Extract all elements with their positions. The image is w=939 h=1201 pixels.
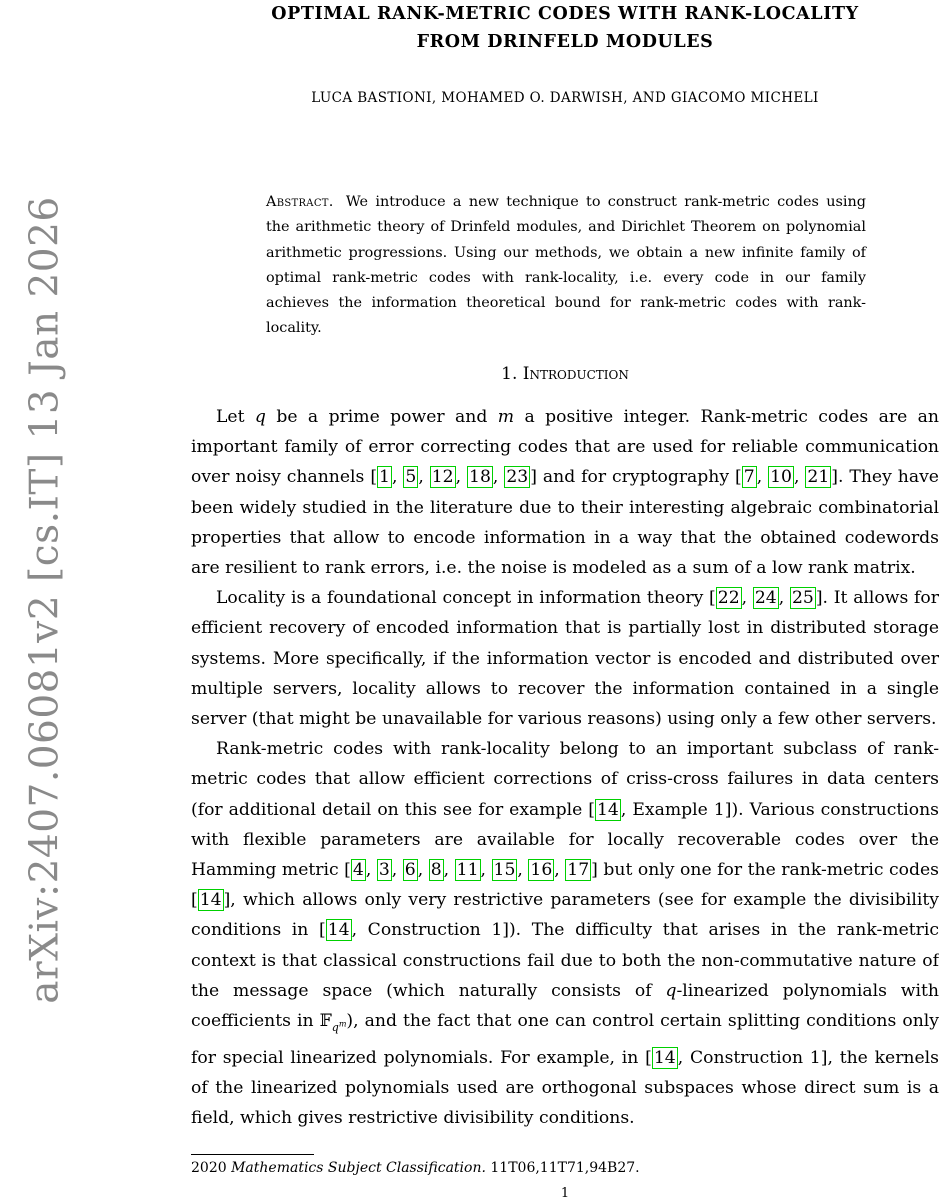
- citation-link[interactable]: 8: [430, 860, 442, 881]
- citation-link[interactable]: 22: [717, 588, 740, 609]
- text-run: Locality is a foundational concept in information theory [: [216, 588, 716, 609]
- citation-link[interactable]: 14: [327, 920, 350, 941]
- text-run: ]. They have been widely studied in the literature due to their interesting algebraic combinatorial properties that allow to encode information in a way that the obtained codewords are resilient to rank errors, i.e. the noise is modeled as a sum of a low rank matrix.: [191, 467, 939, 579]
- field-superscript: m: [338, 1018, 347, 1028]
- footnote-label: Mathematics Subject Classification.: [231, 1160, 486, 1176]
- text-run: ]. It allows for efficient recovery of encoded information that is partially lost in distributed storage systems. More specifically, if the information vector is encoded and distributed over multiple servers, locality allows to recover the information contained in a single server (that might be unavailable for various reasons) using only a few other servers.: [191, 588, 939, 730]
- citation-link[interactable]: 12: [431, 467, 454, 488]
- text-run: Let: [216, 407, 255, 427]
- citation-link[interactable]: 24: [754, 588, 777, 609]
- text-run: Rank-metric codes with rank-locality belong to an important subclass of rank-metric codes that allow efficient corrections of criss-cross failures in data centers (for additional detail on this see for example [: [191, 739, 939, 820]
- text-run: ] but only one for the rank-metric codes [: [191, 860, 939, 911]
- section-number: 1.: [501, 364, 518, 384]
- text-run: ), and the fact that one can control certain splitting conditions only for special linearized polynomials. For example, in [: [191, 1011, 939, 1068]
- citation-link[interactable]: 15: [493, 860, 516, 881]
- citation-link[interactable]: 14: [653, 1047, 676, 1068]
- section-title: Introduction: [522, 364, 629, 384]
- citation-link[interactable]: 11: [456, 860, 479, 881]
- text-run: a positive integer. Rank-metric codes are an important family of error correcting codes that are used for reliable communication over noisy channels [: [191, 407, 939, 488]
- paragraph-3: Rank-metric codes with rank-locality belong to an important subclass of rank-metric codes that allow efficient corrections of criss-cross failures in data centers (for additional detail on this see for example [ 14 , Example 1]). Various constructions with flexible parameters are available for locally recoverable codes over the Hamming metric [ 4 , 3 , 6 , 8 , 11 , 15 , 16 , 17 ] but only one for the rank-metric codes [ 14 ], which allows only very restrictive parameters (see for example the divisibility conditions in [ 14 , Construction 1]). The difficulty that arises in the rank-metric context is that classical constructions fail due to both the non-commutative nature of the message space (which naturally consists of q-linearized polynomials with coefficients in 𝔽$_{q^m}$), and the fact that one can control certain splitting conditions only for special linearized polynomials. For example, in [ 14 , Construction 1], the kernels of the linearized polynomials used are orthogonal subspaces whose direct sum is a field, which gives restrictive divisibility conditions.: [191, 739, 939, 1129]
- text-run: ], which allows only very restrictive parameters (see for example the divisibility conditions in [: [191, 890, 939, 941]
- citation-link[interactable]: 25: [791, 588, 814, 609]
- text-run: , Construction 1]). The difficulty that arises in the rank-metric context is that classical constructions fail due to both the non-commutative nature of the message space (which naturally consists of: [191, 920, 939, 1001]
- field-letter: 𝔽: [319, 1011, 332, 1032]
- citation-link[interactable]: 4: [352, 860, 364, 881]
- citation-link[interactable]: 23: [506, 467, 529, 488]
- field-subscript: q: [331, 1020, 339, 1034]
- abstract-text: We introduce a new technique to construct rank-metric codes using the arithmetic theory of Drinfeld modules, and Dirichlet Theorem on polynomial arithmetic progressions. Using our methods, we obtain a new infinite family of optimal rank-metric codes with rank-locality, i.e. every code in our family achieves the information theoretical bound for rank-metric codes with rank-locality.: [266, 194, 866, 337]
- citation-link[interactable]: 6: [404, 860, 416, 881]
- citation-link[interactable]: 5: [405, 467, 417, 488]
- section-heading: [191, 364, 939, 384]
- paper-title: [191, 0, 939, 56]
- citation-link[interactable]: 14: [199, 890, 222, 911]
- title-line-2: FROM DRINFELD MODULES: [416, 32, 714, 52]
- citation-link[interactable]: 21: [807, 467, 830, 488]
- citation-link[interactable]: 14: [596, 799, 619, 820]
- math-variable-m: m: [497, 407, 515, 427]
- math-variable-q: q: [254, 407, 266, 427]
- footnote-rule: [191, 1154, 314, 1155]
- paragraph-2: Locality is a foundational concept in information theory [ 22 , 24 , 25 ]. It allows for efficient recovery of encoded information that is partially lost in distributed storage systems. More specifically, if the information vector is encoded and distributed over multiple servers, locality allows to recover the information contained in a single server (that might be unavailable for various reasons) using only a few other servers.: [191, 588, 939, 730]
- body-text: [191, 402, 939, 1133]
- text-run: ] and for cryptography [: [530, 467, 742, 488]
- citation-link[interactable]: 10: [770, 467, 792, 488]
- citation-link[interactable]: 17: [567, 860, 590, 881]
- citation-link[interactable]: 7: [743, 467, 755, 488]
- citation-link[interactable]: 1: [379, 467, 390, 488]
- footnote-codes: 11T06,11T71,94B27.: [485, 1160, 640, 1176]
- abstract-label: Abstract.: [266, 194, 334, 210]
- page-number: 1: [560, 1186, 570, 1201]
- finite-field-symbol: [319, 1011, 347, 1034]
- footnote: [191, 1160, 640, 1176]
- abstract: [266, 190, 866, 342]
- author-list: LUCA BASTIONI, MOHAMED O. DARWISH, AND GIACOMO MICHELI: [311, 90, 819, 106]
- citation-link[interactable]: 3: [378, 860, 390, 881]
- text-run: -linearized polynomials with coefficients in: [191, 980, 939, 1032]
- footnote-year: 2020: [191, 1160, 232, 1176]
- citation-link[interactable]: 18: [469, 467, 491, 488]
- math-variable-q: q: [665, 980, 677, 1001]
- text-run: , Construction 1], the kernels of the linearized polynomials used are orthogonal subspaces whose direct sum is a field, which gives restrictive divisibility conditions.: [191, 1047, 939, 1129]
- paragraph-1: Let q be a prime power and m a positive integer. Rank-metric codes are an important family of error correcting codes that are used for reliable communication over noisy channels [ 1 , 5 , 12 , 18 , 23 ] and for cryptography [ 7 , 10 , 21 ]. They have been widely studied in the literature due to their interesting algebraic combinatorial properties that allow to encode information in a way that the obtained codewords are resilient to rank errors, i.e. the noise is modeled as a sum of a low rank matrix.: [191, 407, 939, 579]
- citation-link[interactable]: 16: [530, 860, 553, 881]
- title-line-1: OPTIMAL RANK-METRIC CODES WITH RANK-LOCALITY: [271, 4, 859, 24]
- text-run: , Example 1]). Various constructions with flexible parameters are available for locally recoverable codes over the Hamming metric [: [191, 799, 939, 881]
- text-run: be a prime power and: [265, 407, 498, 427]
- arxiv-identifier-text: arXiv:2407.06081v2 [cs.IT] 13 Jan 2026: [22, 196, 68, 1004]
